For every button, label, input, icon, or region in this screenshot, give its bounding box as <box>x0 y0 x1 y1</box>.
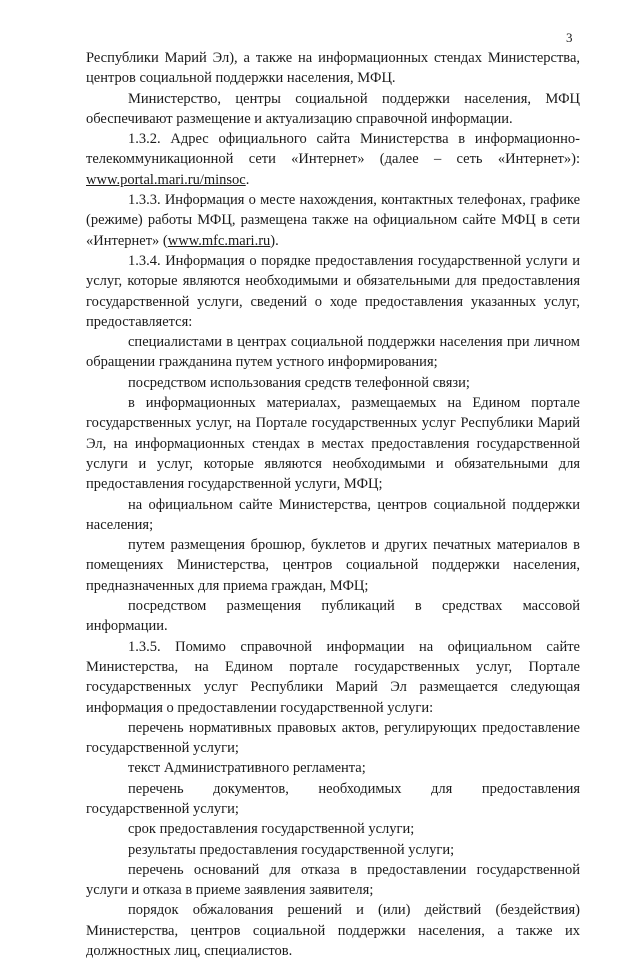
paragraph: Министерство, центры социальной поддержки населения, МФЦ обеспечивают размещение и актуализацию справочной информации. <box>86 90 580 127</box>
page-number: 3 <box>566 30 573 45</box>
list-item: в информационных материалах, размещаемых на Едином портале государственных услуг, на Портале государственных услуг Республики Марий Эл, на информационных стендах в местах предоставления государственной услуги и услуг, которые являются необходимыми и обязательными для предоставления государственной услуги, МФЦ; <box>86 395 580 493</box>
ministry-site-link[interactable]: www.portal.mari.ru/minsoc <box>86 171 246 188</box>
list-item: порядок обжалования решений и (или) действий (бездействия) Министерства, центров социальной поддержки населения, а также их должностных лиц, специалистов. <box>86 902 580 960</box>
list-item: перечень документов, необходимых для предоставления государственной услуги; <box>86 780 580 817</box>
list-item: специалистами в центрах социальной поддержки населения при личном обращении гражданина путем устного информирования; <box>86 334 580 371</box>
document-body <box>86 48 580 961</box>
paragraph-site-address <box>86 129 580 190</box>
paragraph: 1.3.4. Информация о порядке предоставления государственной услуги и услуг, которые являются необходимыми и обязательными для предоставления государственной услуги, сведений о ходе предоставления указанных услуг, предоставляется: <box>86 252 580 330</box>
paragraph: 1.3.5. Помимо справочной информации на официальном сайте Министерства, на Едином портале государственных услуг, Портале государственных услуг Республики Марий Эл размещается следующая информация о предоставлении государственной услуги: <box>86 638 580 716</box>
list-item: путем размещения брошюр, буклетов и других печатных материалов в помещениях Министерства, центров социальной поддержки населения, предназначенных для приема граждан, МФЦ; <box>86 537 580 594</box>
list-item: текст Административного регламента; <box>128 760 366 777</box>
list-item: результаты предоставления государственной услуги; <box>128 841 455 858</box>
list-item: посредством использования средств телефонной связи; <box>128 374 470 391</box>
paragraph-text: . <box>245 171 250 188</box>
paragraph-text: 1.3.3. Информация о месте нахождения, контактных телефонах, графике (режиме) работы МФЦ, размещена также на официальном сайте МФЦ в сети «Интернет» ( <box>86 192 580 249</box>
list-item: на официальном сайте Министерства, центров социальной поддержки населения; <box>86 496 580 533</box>
mfc-site-link[interactable]: www.mfc.mari.ru <box>167 232 271 249</box>
list-item: перечень оснований для отказа в предоставлении государственной услуги и отказа в приеме заявления заявителя; <box>86 861 580 899</box>
list-item: посредством размещения публикаций в средствах массовой информации. <box>86 598 580 635</box>
paragraph: Республики Марий Эл), а также на информационных стендах Министерства, центров социальной поддержки населения, МФЦ. <box>86 50 580 87</box>
paragraph-text: ). <box>270 232 279 249</box>
list-item: перечень нормативных правовых актов, регулирующих предоставление государственной услуги; <box>86 719 580 757</box>
paragraph-text: 1.3.2. Адрес официального сайта Министерства в информационно-телекоммуникационной сети «Интернет» (далее – сеть «Интернет»): <box>86 131 580 168</box>
paragraph-mfc-site <box>86 190 580 251</box>
list-item: срок предоставления государственной услуги; <box>128 821 415 838</box>
